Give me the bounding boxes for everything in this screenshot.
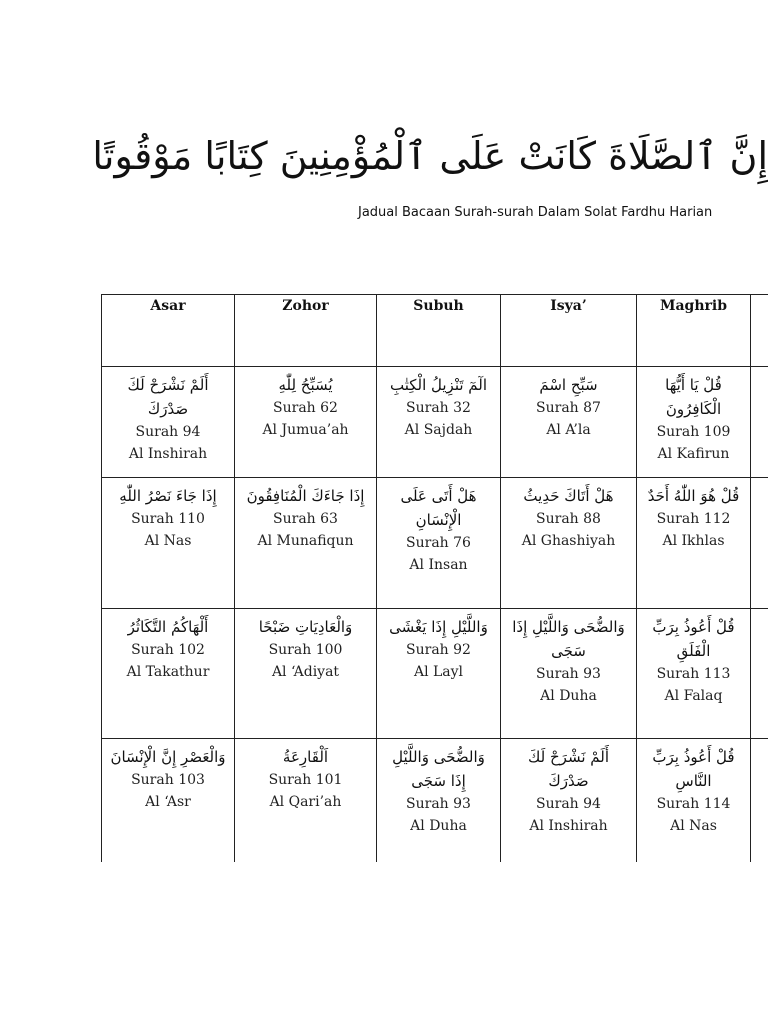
surah-cell [637,609,751,739]
surah-number: Surah 32 [406,400,471,416]
surah-arabic-opening: أَلَمْ نَشْرَحْ لَكَ صَدْرَكَ [528,748,609,790]
surah-number: Surah 76 [406,535,471,551]
surah-number: Surah 94 [536,796,601,812]
surah-cell [102,609,235,739]
surah-name: Al Layl [413,664,464,680]
surah-name: Al ‘Adiyat [271,664,340,680]
surah-cell [102,478,235,609]
surah-name: Al Falaq [664,688,723,704]
surah-arabic-opening: وَالضُّحَى وَاللَّيْلِ إِذَا سَجَى [512,618,625,660]
surah-name: Al Jumua’ah [262,422,349,438]
surah-cell [235,478,377,609]
surah-arabic-opening: قُلْ أَعُوذُ بِرَبِّ الْفَلَقِ [652,618,735,660]
surah-cell [637,478,751,609]
surah-cell [501,739,637,863]
surah-number: Surah 87 [536,400,601,416]
surah-cell [102,739,235,863]
surah-name: Al ‘Asr [145,794,191,810]
table-row [102,478,768,609]
surah-arabic-opening: أَلْهَاكُمُ التَّكَاثُرُ [127,618,209,636]
surah-number: Surah 63 [273,511,338,527]
surah-name: Al Inshirah [128,446,208,462]
surah-cell [751,367,768,478]
quran-verse-heading: إِنَّ ٱلصَّلَاةَ كَانَتْ عَلَى ٱلْمُؤْمِنِينَ كِتَابًا مَوْقُوتًا [92,134,768,178]
surah-name: Al Nas [144,533,192,549]
surah-name: Al Kafirun [657,446,730,462]
surah-cell [235,609,377,739]
surah-number: Surah 101 [268,772,343,788]
surah-cell [235,739,377,863]
table-row [102,739,768,863]
surah-arabic-opening: إِذَا جَاءَ نَصْرُ اللّٰهِ [119,487,217,505]
surah-name: Al Inshirah [529,818,608,834]
header-subuh: Subuh [377,295,501,367]
header-zohor: Zohor [235,295,377,367]
table-row [102,609,768,739]
prayer-surah-table [101,294,768,862]
surah-arabic-opening: قُلْ يَا أَيُّهَا الْكَافِرُونَ [665,376,722,418]
surah-number: Surah 93 [536,666,601,682]
table-row [102,367,768,478]
surah-arabic-opening: أَلَمْ نَشْرَحْ لَكَ صَدْرَكَ [127,376,209,418]
surah-cell [501,367,637,478]
surah-number: Surah 109 [656,424,731,440]
surah-cell [637,739,751,863]
surah-name: Al Ghashiyah [521,533,616,549]
surah-name: Al Qari’ah [269,794,342,810]
surah-name: Al Sajdah [404,422,473,438]
surah-number: Surah 112 [656,511,731,527]
table-header-row [102,295,768,367]
surah-arabic-opening: وَالضُّحَى وَاللَّيْلِ إِذَا سَجَى [392,748,485,790]
surah-name: Al Nas [670,818,717,834]
surah-cell [102,367,235,478]
surah-arabic-opening: إِذَا جَاءَكَ الْمُنَافِقُونَ [246,487,365,505]
surah-name: Al Duha [540,688,597,704]
surah-number: Surah 103 [131,772,205,788]
page-subtitle: Jadual Bacaan Surah-surah Dalam Solat Fardhu Harian [358,205,713,220]
surah-number: Surah 110 [131,511,205,527]
header-extra [751,295,768,367]
surah-cell [751,478,768,609]
surah-arabic-opening: وَالْعَصْرِ إِنَّ الْإِنْسَانَ [110,748,226,766]
surah-number: Surah 62 [273,400,338,416]
surah-cell [377,367,501,478]
surah-name: Al Duha [410,818,467,834]
surah-name: Al Ikhlas [662,533,725,549]
header-isya: Isya’ [501,295,637,367]
surah-cell [751,739,768,863]
surah-cell [501,478,637,609]
surah-cell [377,609,501,739]
surah-number: Surah 114 [656,796,731,812]
surah-arabic-opening: سَبِّحِ اسْمَ [539,376,598,394]
surah-name: Al Insan [409,557,468,573]
surah-arabic-opening: الٓمٓ تَنْزِيلُ الْكِتٰبِ [389,376,488,394]
surah-cell [377,739,501,863]
surah-number: Surah 94 [135,424,201,440]
surah-arabic-opening: قُلْ هُوَ اللّٰهُ أَحَدٌ [647,487,740,505]
surah-name: Al Munafiqun [257,533,354,549]
surah-arabic-opening: هَلْ أَتَى عَلَى الْإِنْسَانِ [400,487,477,529]
surah-name: Al Takathur [126,664,210,680]
surah-arabic-opening: قُلْ أَعُوذُ بِرَبِّ النَّاسِ [652,748,735,790]
surah-cell [501,609,637,739]
surah-arabic-opening: اَلْقَارِعَةُ [282,748,329,766]
surah-name: Al A’la [546,422,591,438]
header-maghrib: Maghrib [637,295,751,367]
surah-number: Surah 113 [656,666,731,682]
surah-number: Surah 100 [268,642,343,658]
surah-arabic-opening: وَالْعَادِيَاتِ ضَبْحًا [258,618,353,636]
surah-cell [235,367,377,478]
surah-number: Surah 88 [536,511,601,527]
surah-cell [637,367,751,478]
surah-arabic-opening: وَاللَّيْلِ إِذَا يَغْشَى [389,618,488,636]
surah-cell [751,609,768,739]
header-asar: Asar [102,295,235,367]
surah-number: Surah 92 [406,642,471,658]
surah-number: Surah 102 [131,642,205,658]
surah-arabic-opening: هَلْ أَتَاكَ حَدِيثُ [523,487,614,505]
surah-arabic-opening: يُسَبِّحُ لِلّٰهِ [278,376,333,394]
surah-cell [377,478,501,609]
surah-number: Surah 93 [406,796,471,812]
